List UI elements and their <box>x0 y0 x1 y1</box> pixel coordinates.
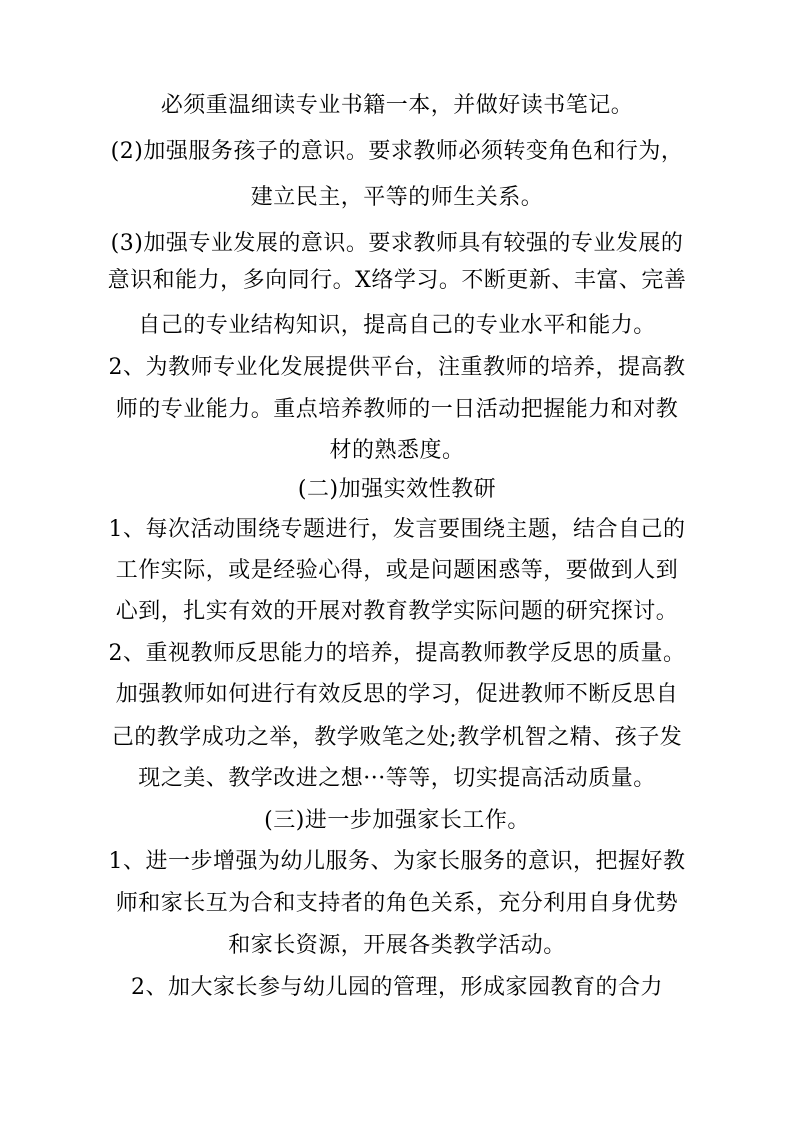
text-line: 1、进一步增强为幼儿服务、为家长服务的意识，把握好教 <box>108 849 686 874</box>
text-line: 和家长资源，开展各类教学活动。 <box>228 933 566 958</box>
text-line: (3)加强专业发展的意识。要求教师具有较强的专业发展的 <box>110 231 684 256</box>
text-line: 自己的专业结构知识，提高自己的专业水平和能力。 <box>138 313 656 338</box>
text-line: 材的熟悉度。 <box>329 438 465 463</box>
text-line: 己的教学成功之举，教学败笔之处;教学机智之精、孩子发 <box>111 725 683 750</box>
text-line: 2、为教师专业化发展提供平台，注重教师的培养，提高教 <box>108 355 686 380</box>
text-line: 必须重温细读专业书籍一本，并做好读书笔记。 <box>160 93 634 118</box>
section-heading: (二)加强实效性教研 <box>297 477 497 502</box>
section-heading: (三)进一步加强家长工作。 <box>264 808 530 833</box>
text-line: 1、每次活动围绕专题进行，发言要围绕主题，结合自己的 <box>108 517 686 542</box>
text-line: 师的专业能力。重点培养教师的一日活动把握能力和对教 <box>115 397 679 422</box>
text-line: 心到，扎实有效的开展对教育教学实际问题的研究探讨。 <box>115 599 679 624</box>
text-line: (2)加强服务孩子的意识。要求教师必须转变角色和行为， <box>110 139 684 164</box>
text-line: 建立民主，平等的师生关系。 <box>250 185 544 210</box>
text-line: 现之美、教学改进之想···等等，切实提高活动质量。 <box>138 766 656 791</box>
text-line: 2、重视教师反思能力的培养，提高教师教学反思的质量。 <box>108 641 686 666</box>
text-line: 意识和能力，多向同行。X络学习。不断更新、丰富、完善 <box>107 268 687 293</box>
text-line: 2、加大家长参与幼儿园的管理，形成家园教育的合力 <box>131 975 663 1000</box>
text-line: 工作实际，或是经验心得，或是问题困惑等，要做到人到 <box>115 558 679 583</box>
text-line: 加强教师如何进行有效反思的学习，促进教师不断反思自 <box>115 682 679 707</box>
text-line: 师和家长互为合和支持者的角色关系，充分利用自身优势 <box>115 891 679 916</box>
